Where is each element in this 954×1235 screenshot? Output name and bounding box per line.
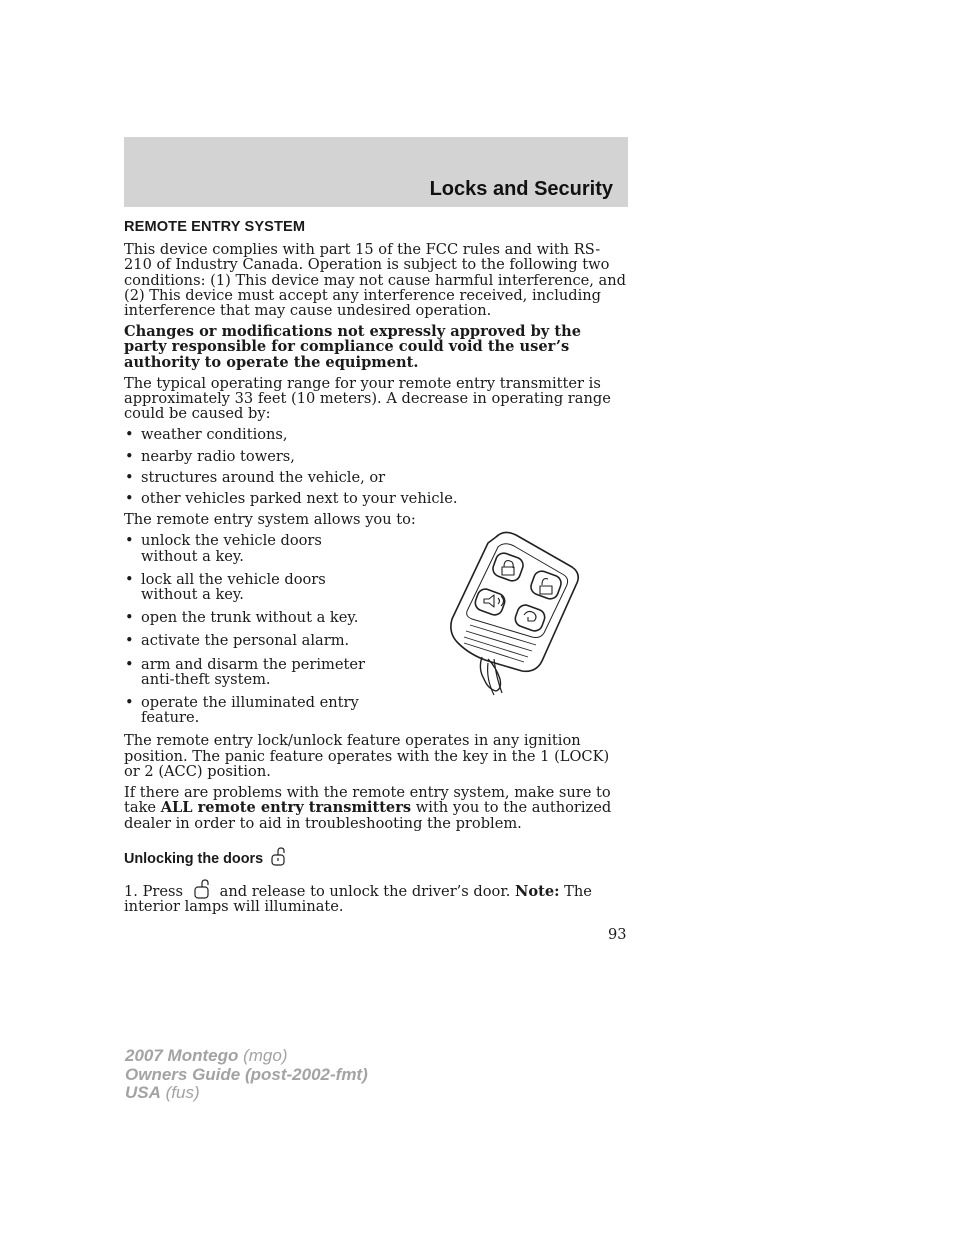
document-footer: 2007 Montego (mgo) Owners Guide (post-2002-fmt) USA (fus) — [125, 1046, 368, 1103]
list-item: • operate the illuminated entry feature. — [124, 695, 379, 725]
unlock-icon — [269, 847, 287, 867]
list-item: • open the trunk without a key. — [124, 610, 379, 625]
problems-emphasis: ALL remote entry transmitters — [160, 799, 412, 817]
list-item: • arm and disarm the perimeter anti-theft system. — [124, 657, 379, 687]
chapter-title: Locks and Security — [429, 178, 613, 200]
unlock-step: 1. Press and release to unlock the driver’s door. Note: The interior lamps will illuminate. — [124, 879, 628, 914]
section-heading: REMOTE ENTRY SYSTEM — [124, 219, 306, 235]
features-block — [124, 533, 628, 725]
list-item: • nearby radio towers, — [124, 449, 628, 464]
key-fob-illustration-icon — [444, 529, 584, 701]
fcc-paragraph: This device complies with part 15 of the FCC rules and with RS-210 of Industry Canada. Operation is subject to the following two conditions: (1) This device may not cause harmful interference, and (2) This device must accept any interference received, including interference that may cause undesired operation. — [124, 241, 627, 320]
ignition-paragraph: The remote entry lock/unlock feature operates in any ignition position. The panic feature operates with the key in the 1 (LOCK) or 2 (ACC) position. — [124, 732, 610, 780]
list-item: • weather conditions, — [124, 427, 628, 442]
range-paragraph: The typical operating range for your remote entry transmitter is approximately 33 feet (10 meters). A decrease in operating range could be caused by: — [124, 374, 611, 423]
warning-paragraph: Changes or modifications not expressly approved by the party responsible for compliance could void the user’s authority to operate the equipment. — [124, 323, 581, 371]
page-number: 93 — [608, 926, 627, 943]
list-item: • activate the personal alarm. — [124, 633, 379, 648]
features-list — [124, 533, 379, 725]
list-item: • other vehicles parked next to your vehicle. — [124, 491, 628, 506]
allows-intro: The remote entry system allows you to: — [124, 511, 416, 529]
list-item: • lock all the vehicle doors without a key. — [124, 572, 379, 602]
unlock-button-icon — [194, 879, 210, 899]
list-item: • structures around the vehicle, or — [124, 470, 628, 485]
unlocking-heading: Unlocking the doors — [124, 847, 628, 867]
range-causes-list — [124, 427, 628, 506]
list-item: • unlock the vehicle doors without a key. — [124, 533, 379, 563]
problems-paragraph: If there are problems with the remote entry system, make sure to take ALL remote entry transmitters with you to the authorized dealer in order to aid in troubleshooting the problem. — [124, 784, 612, 832]
page-content — [124, 220, 628, 920]
chapter-header-band — [124, 137, 628, 207]
